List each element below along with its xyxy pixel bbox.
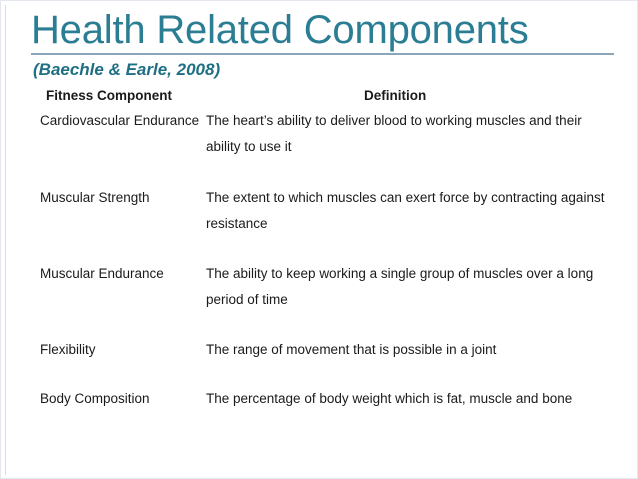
header-fitness-component: Fitness Component	[46, 88, 173, 103]
slide-title: Health Related Components	[31, 8, 529, 52]
row-cardiovascular-component: Cardiovascular Endurance	[40, 113, 200, 128]
row-muscular-strength-definition: The extent to which muscles can exert force by contracting against resistance	[206, 190, 605, 231]
header-definition: Definition	[364, 88, 427, 103]
row-muscular-endurance-definition: The ability to keep working a single group of muscles over a long period of time	[206, 266, 594, 307]
row-flexibility-definition: The range of movement that is possible in a joint	[206, 342, 497, 357]
row-body-composition-definition: The percentage of body weight which is fat, muscle and bone	[206, 391, 573, 406]
row-muscular-strength-component: Muscular Strength	[40, 190, 150, 205]
row-flexibility-component: Flexibility	[40, 342, 96, 357]
row-muscular-endurance-component: Muscular Endurance	[40, 266, 164, 281]
slide-subtitle: (Baechle & Earle, 2008)	[33, 60, 221, 79]
row-cardiovascular-definition: The heart’s ability to deliver blood to working muscles and their ability to use it	[206, 113, 582, 154]
row-body-composition-component: Body Composition	[40, 391, 150, 406]
